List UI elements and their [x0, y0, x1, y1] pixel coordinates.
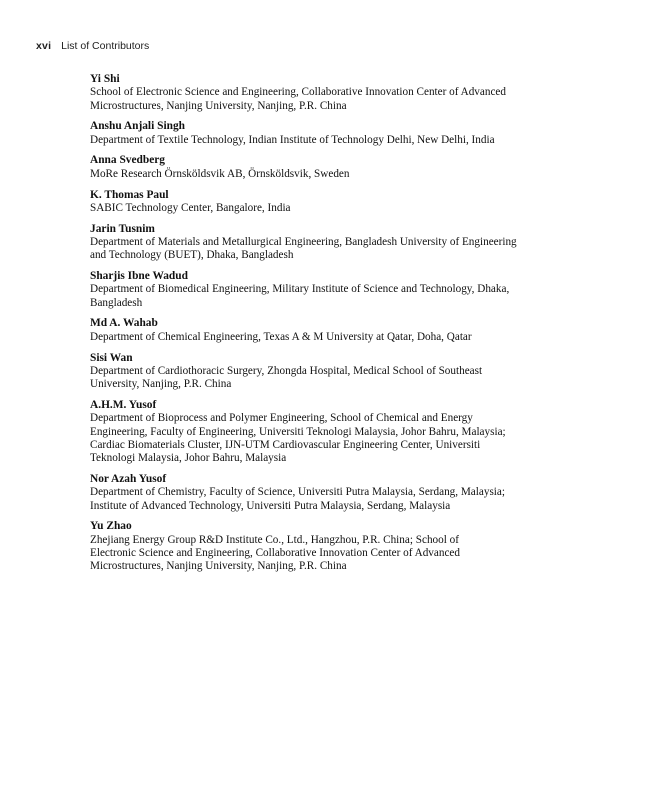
page-number: xvi [36, 40, 52, 52]
page-header [36, 40, 149, 52]
contributor-affiliation-line: Department of Textile Technology, Indian Institute of Technology Delhi, New Delhi, India [90, 133, 495, 146]
contributor-affiliation-line: Teknologi Malaysia, Johor Bahru, Malaysia [90, 452, 287, 465]
contributor-name: K. Thomas Paul [90, 188, 169, 201]
contributor-name: Yu Zhao [90, 520, 132, 533]
contributor-entry [90, 520, 550, 573]
contributor-entry [90, 73, 550, 113]
contributor-affiliation-line: Department of Bioprocess and Polymer Engineering, School of Chemical and Energy [90, 412, 473, 425]
contributor-affiliation-line: MoRe Research Örnsköldsvik AB, Örnsköldsvik, Sweden [90, 167, 350, 180]
contributor-affiliation-line: Institute of Advanced Technology, Universiti Putra Malaysia, Serdang, Malaysia [90, 499, 451, 512]
contributor-affiliation-line: Microstructures, Nanjing University, Nanjing, P.R. China [90, 99, 347, 112]
contributor-name: Md A. Wahab [90, 317, 158, 330]
contributor-entry [90, 352, 550, 392]
contributor-name: Nor Azah Yusof [90, 472, 167, 485]
contributor-affiliation-line: School of Electronic Science and Engineering, Collaborative Innovation Center of Advanced [90, 86, 506, 99]
contributor-affiliation-line: Zhejiang Energy Group R&D Institute Co., Ltd., Hangzhou, P.R. China; School of [90, 533, 459, 546]
contributor-affiliation-line: Department of Cardiothoracic Surgery, Zhongda Hospital, Medical School of Southeast [90, 364, 483, 377]
contributor-affiliation-line: Bangladesh [90, 296, 143, 309]
contributor-entry [90, 223, 550, 263]
contributor-affiliation-line: SABIC Technology Center, Bangalore, India [90, 201, 291, 214]
contributor-entry [90, 399, 550, 465]
contributor-affiliation-line: Department of Biomedical Engineering, Military Institute of Science and Technology, Dhaka, [90, 283, 510, 296]
contributor-affiliation-line: University, Nanjing, P.R. China [90, 378, 232, 391]
contributor-name: Anna Svedberg [90, 154, 166, 167]
contributor-list [90, 73, 550, 581]
contributor-name: Sisi Wan [90, 351, 133, 364]
contributor-affiliation-line: Cardiac Biomaterials Cluster, IJN-UTM Cardiovascular Engineering Center, Universiti [90, 438, 481, 451]
contributor-affiliation-line: and Technology (BUET), Dhaka, Bangladesh [90, 249, 294, 262]
contributor-affiliation-line: Department of Chemical Engineering, Texas A & M University at Qatar, Doha, Qatar [90, 330, 472, 343]
contributor-entry [90, 154, 550, 181]
contributor-name: Yi Shi [90, 73, 120, 85]
contributor-name: Anshu Anjali Singh [90, 120, 185, 133]
running-title: List of Contributors [61, 40, 150, 52]
contributor-affiliation-line: Engineering, Faculty of Engineering, Universiti Teknologi Malaysia, Johor Bahru, Malaysia; [90, 425, 506, 438]
contributor-entry [90, 120, 550, 147]
contributor-entry [90, 317, 550, 344]
contributor-entry [90, 189, 550, 216]
contributor-name: A.H.M. Yusof [90, 398, 157, 411]
contributor-affiliation-line: Department of Chemistry, Faculty of Science, Universiti Putra Malaysia, Serdang, Malaysia; [90, 486, 505, 499]
contributor-affiliation-line: Microstructures, Nanjing University, Nanjing, P.R. China [90, 560, 347, 573]
contributor-affiliation-line: Department of Materials and Metallurgical Engineering, Bangladesh University of Engineering [90, 235, 517, 248]
contributor-entry [90, 473, 550, 513]
contributor-name: Sharjis Ibne Wadud [90, 270, 188, 283]
contributor-name: Jarin Tusnim [90, 222, 155, 235]
contributor-entry [90, 270, 550, 310]
contributor-affiliation-line: Electronic Science and Engineering, Collaborative Innovation Center of Advanced [90, 546, 460, 559]
